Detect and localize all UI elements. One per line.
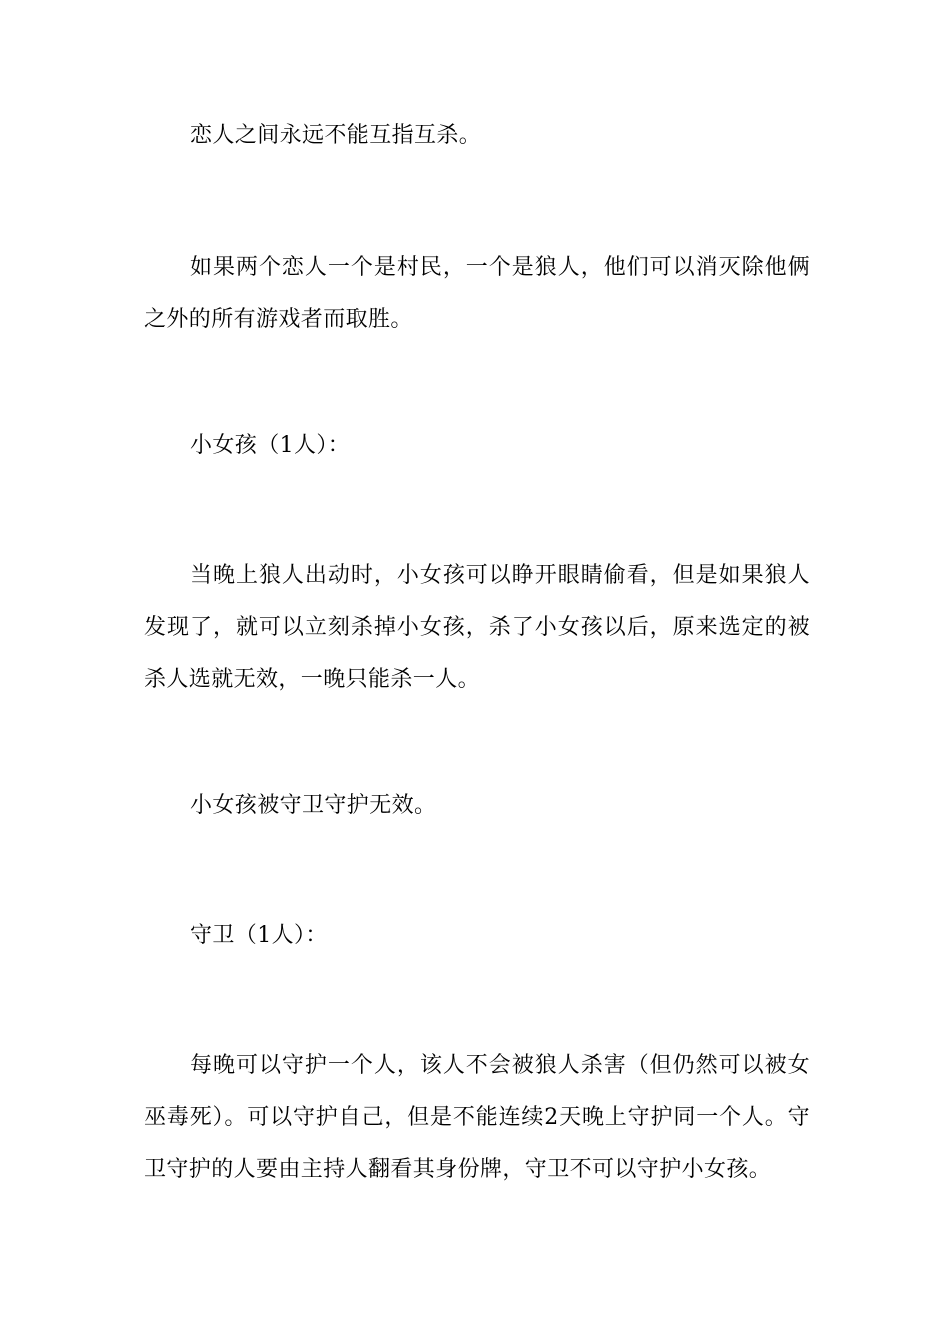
paragraph-guard-ability: 每晚可以守护一个人，该人不会被狼人杀害（但仍然可以被女巫毒死）。可以守护自己，但是不能连续2天晚上守护同一个人。守卫守护的人要由主持人翻看其身份牌，守卫不可以守护小女孩。: [144, 1053, 810, 1182]
paragraph-lovers-win: 如果两个恋人一个是村民，一个是狼人，他们可以消灭除他俩之外的所有游戏者而取胜。: [144, 255, 810, 332]
paragraph-little-girl-ability: 当晚上狼人出动时，小女孩可以睁开眼睛偷看，但是如果狼人发现了，就可以立刻杀掉小女孩，杀了小女孩以后，原来选定的被杀人选就无效，一晚只能杀一人。: [144, 563, 810, 692]
paragraph-lovers-rule: 恋人之间永远不能互指互杀。: [190, 123, 482, 148]
heading-little-girl: 小女孩（1人）：: [190, 433, 351, 458]
paragraph-little-girl-guard: 小女孩被守卫守护无效。: [190, 793, 437, 818]
heading-guard: 守卫（1人）：: [190, 923, 328, 948]
